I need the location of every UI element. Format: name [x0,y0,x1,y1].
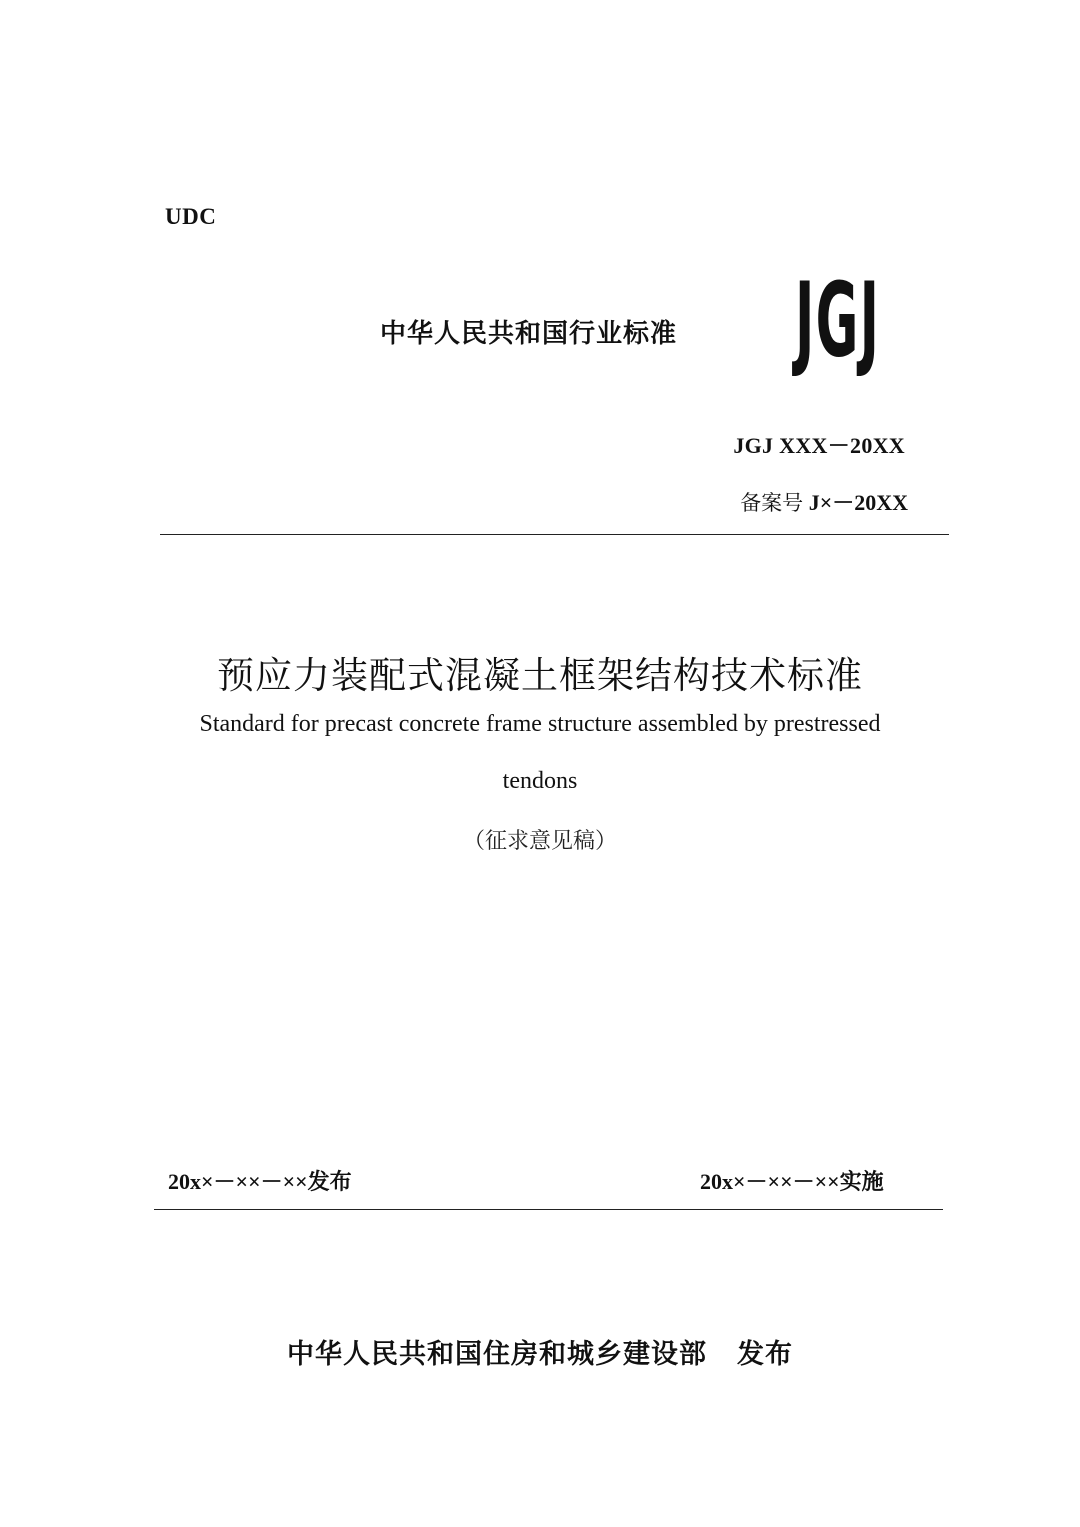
jgj-logo: JGJ [795,260,881,380]
industry-standard-label: 中华人民共和国行业标准 [380,319,678,349]
bottom-divider [154,1209,943,1210]
effective-date: 20x×－××－××实施 [700,1169,884,1194]
publish-word: 发布 [737,1339,793,1370]
title-english-line2: tendons [502,768,578,794]
title-chinese: 预应力装配式混凝土框架结构技术标准 [217,654,863,697]
publisher [0,1332,1080,1371]
top-divider [160,534,949,535]
record-number [740,486,908,517]
record-value: J×－20XX [808,490,908,515]
issue-date: 20x×－××－××发布 [168,1169,352,1194]
publisher-name: 中华人民共和国住房和城乡建设部 [287,1339,707,1370]
standard-number: JGJ XXX－20XX [733,433,905,458]
draft-status: （征求意见稿） [462,829,617,854]
title-english-line1: Standard for precast concrete frame structure assembled by prestressed [199,711,881,737]
udc-label: UDC [165,204,217,229]
record-label: 备案号 [740,491,804,515]
